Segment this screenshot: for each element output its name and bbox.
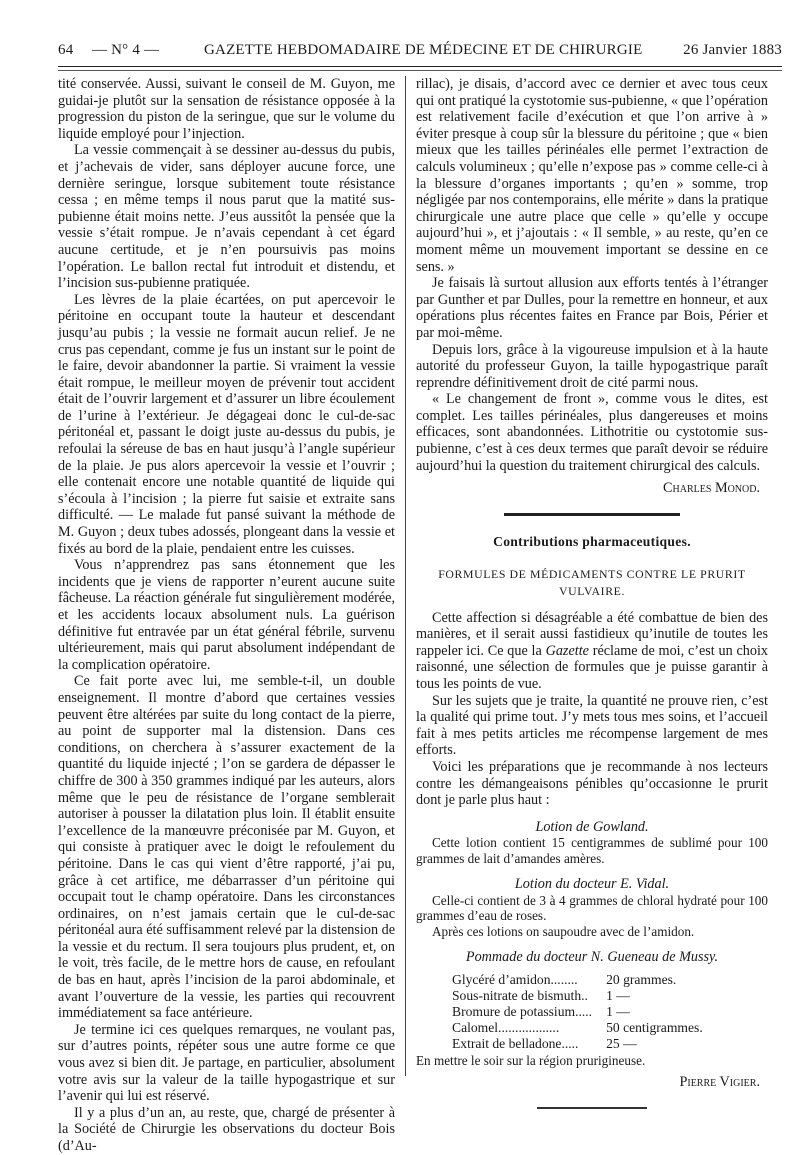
formula-row [452, 972, 703, 988]
recipe-text: Cette lotion contient 15 centigrammes de sublimé pour 100 grammes de lait d’amandes amères. [416, 835, 768, 866]
formula-row [452, 1004, 703, 1020]
quantity: 1 — [606, 1003, 630, 1019]
paragraph: tité conservée. Aussi, suivant le conseil de M. Guyon, me guidai-je plutôt sur la sensation de résistance opposée à la progression du piston de la seringue, que sur le volume du liquide employé pour l’injection. [58, 76, 395, 142]
left-column [58, 76, 395, 1155]
ingredient: Sous-nitrate de bismuth.. [452, 987, 588, 1003]
text-run: Cette affection si désagréable a été combattue de bien des manières, et il serait aussi fastidieux qu’inutile de toutes les rappeler ici. Ce que la [416, 609, 768, 659]
paragraph: rillac), je disais, d’accord avec ce dernier et avec tous ceux qui ont pratiqué la cystotomie sus-pubienne, « que l’opération est relativement facile d’exécution et que l’on arrive à » éviter presque à coup sûr la blessure du péritoine ; que « bien mieux que les tailles périnéales elle permet l’extraction de calculs volumineux ; qu’elle n’expose pas » comme celle-ci à la blessure d’organes importants ; qu’en » somme, trop négligée par nos contemporains, elle mérite » dans la pratique chirurgicale une autre place que celle » qu’elle y occupe aujourd’hui », et j’ajoutais : « Il semble, » au reste, qu’en ce moment même un mouvement important se dessine en ce sens. » [416, 76, 768, 275]
paragraph: Depuis lors, grâce à la vigoureuse impulsion et à la haute autorité du professeur Guyon, la taille hypogastrique paraît reprendre définitivement droit de cité parmi nous. [416, 341, 768, 391]
formula-row [452, 988, 703, 1004]
paragraph: Vous n’apprendrez pas sans étonnement que les incidents que je viens de rapporter n’eurent aucune suite fâcheuse. La réaction générale fut singulièrement modérée, et les accidents locaux absolument nuls. La guérison définitive fut entravée par un état général fébrile, survenu ultérieurement, mais qui parut absolument indépendant de la complication opératoire. [58, 557, 395, 673]
page-header [58, 42, 782, 62]
recipe-title: Lotion du docteur E. Vidal. [514, 876, 670, 893]
quantity: 50 centigrammes. [606, 1020, 703, 1036]
paragraph: Je faisais là surtout allusion aux efforts tentés à l’étranger par Gunther et par Dulles, pour la remettre en honneur, et aux opérations plus récentes faites en France par Bois, Périer et par moi-même. [416, 275, 768, 341]
issue-number: — N° 4 — [92, 42, 160, 58]
page-number: 64 [58, 42, 74, 58]
column-separator [405, 76, 406, 1076]
recipe-text: Après ces lotions on saupoudre avec de l’amidon. [432, 923, 695, 939]
quantity: 25 — [606, 1036, 637, 1052]
recipe-note: En mettre le soir sur la région prurigineuse. [416, 1052, 646, 1068]
text-run: réclame de moi, c’est un choix raisonné, une sélection de formules que je puisse garantir à tous les points de vue. [416, 642, 769, 692]
paragraph: Ce fait porte avec lui, me semble-t-il, un double enseignement. Il montre d’abord que certaines vessies peuvent être altérées par suite du long contact de la pierre, au point de supporter mal la distension. Dans ces conditions, on cherchera à s’assurer exactement de la quantité du liquide injecté ; l’on se gardera de dépasser le chiffre de 300 à 350 grammes indiqué par les auteurs, alors même que le peu de résistance de l’organe semblerait autoriser à pousser la dilatation plus loin. Il établit ensuite l’excellence de la manœuvre préconisée par M. Guyon, et qui consiste à pratiquer avec le doigt le refoulement du péritoine. Dans le cas qui vient d’être rapporté, j’ai pu, grâce à cet artifice, me débarrasser d’un péritoine qui occupait tout le champ opératoire. Dans les circonstances ordinaires, on n’est jamais certain que le cul-de-sac péritonéal aura été suffisamment relevé par la distension de la vessie et du rectum. Il sera toujours plus prudent, et, on le voit, très facile, de le mettre hors de cause, en refoulant de bas en haut, après l’incision de la paroi abdominale, et avant l’ouverture de la vessie, les parties qui recouvrent immédiatement sa face antérieure. [58, 673, 395, 1022]
paragraph: Je termine ici ces quelques remarques, ne voulant pas, sur d’autres points, répéter sous une autre forme ce que vous avez si bien dit. Je partage, en particulier, absolument votre avis sur la valeur de la taille hypogastrique et sur l’avenir qui lui est réservé. [58, 1021, 395, 1105]
paragraph: Les lèvres de la plaie écartées, on put apercevoir le péritoine en occupant toute la hauteur et descendant jusqu’au pubis ; la vessie ne formait aucun relief. Je ne crus pas cependant, comme je fus un instant sur le point de le faire, devoir abandonner la partie. Si vraiment la vessie était rompue, le meilleur moyen de prévenir tout accident était de l’ouvrir largement et d’assurer un libre écoulement de l’urine à l’extérieur. Je dégageai donc le cul-de-sac péritonéal et, passant le doigt juste au-dessus du pubis, je refoulai la séreuse de bas en haut jusqu’à l’angle supérieur de la plaie. Je pus alors apercevoir la vessie et l’ouvrir ; elle contenait encore une notable quantité de liquide qui s’écoula à l’incision ; la pierre fut saisie et extraite sans difficulté. — Le malade fut pansé suivant la méthode de M. Guyon ; deux tubes adossés, plongeant dans la vessie et fixés au bord de la plaie, pendaient entre les cuisses. [58, 291, 395, 557]
author-signature: Charles Monod. [663, 480, 760, 497]
paragraph: Sur les sujets que je traite, la quantité ne prouve rien, c’est la qualité qui prime tout. J’y mets tous mes soins, et l’accueil fait à mes petits articles me récompense largement de mes efforts. [416, 692, 768, 759]
issue-date: 26 Janvier 1883 [683, 42, 782, 58]
ingredient: Glycéré d’amidon........ [452, 971, 578, 987]
formula-row [452, 1020, 703, 1036]
section-divider [504, 513, 680, 516]
journal-name: Gazette [545, 642, 589, 659]
paragraph [416, 610, 768, 693]
header-rule [58, 66, 782, 67]
paragraph: Il y a plus d’un an, au reste, que, chargé de présenter à la Société de Chirurgie les observations du docteur Bois (d’Au- [58, 1104, 395, 1154]
paragraph: Voici les préparations que je recommande à nos lecteurs contre les démangeaisons pénibles qu’occasionne le prurit dont je parle plus haut : [416, 758, 768, 809]
journal-title: GAZETTE HEBDOMADAIRE DE MÉDECINE ET DE CHIRURGIE [204, 42, 643, 58]
article-subtitle: FORMULES DE MÉDICAMENTS CONTRE LE PRURIT VULVAIRE. [438, 567, 746, 599]
recipe-title: Pommade du docteur N. Gueneau de Mussy. [465, 948, 719, 965]
ingredient: Bromure de potassium..... [452, 1003, 593, 1019]
section-title: Contributions pharmaceutiques. [493, 533, 691, 549]
ingredient: Extrait de belladone..... [452, 1036, 579, 1052]
author-signature: Pierre Vigier. [679, 1073, 760, 1090]
end-divider [537, 1107, 647, 1109]
header-rule-secondary [58, 70, 782, 71]
ingredient: Calomel.................. [452, 1020, 560, 1036]
formula-table [452, 972, 703, 1053]
recipe-title: Lotion de Gowland. [535, 818, 649, 835]
paragraph: « Le changement de front », comme vous le dites, est complet. Les tailles périnéales, plus dangereuses et moins efficaces, sont abandonnées. Lithotritie ou cystotomie sus-pubienne, c’est à ces deux termes que paraît devoir se réduire aujourd’hui la question du traitement chirurgical des calculs. [416, 391, 768, 474]
quantity: 1 — [606, 987, 630, 1003]
quantity: 20 grammes. [606, 971, 677, 987]
formula-row [452, 1036, 703, 1052]
right-column [416, 76, 768, 1109]
paragraph: La vessie commençait à se dessiner au-dessus du pubis, et j’achevais de vider, sans déployer aucune force, une dernière seringue, lorsque subitement toute résistance cessa ; en même temps il nous parut que la matité sus-pubienne était moins nette. J’eus aussitôt la pensée que la vessie s’était rompue. Je n’avais cependant à cet égard aucune certitude, et je n’en poursuivis pas moins l’opération. Le ballon rectal fut introduit et distendu, et l’incision sus-pubienne pratiquée. [58, 142, 395, 292]
recipe-text: Celle-ci contient de 3 à 4 grammes de chloral hydraté pour 100 grammes d’eau de roses. [416, 892, 768, 924]
